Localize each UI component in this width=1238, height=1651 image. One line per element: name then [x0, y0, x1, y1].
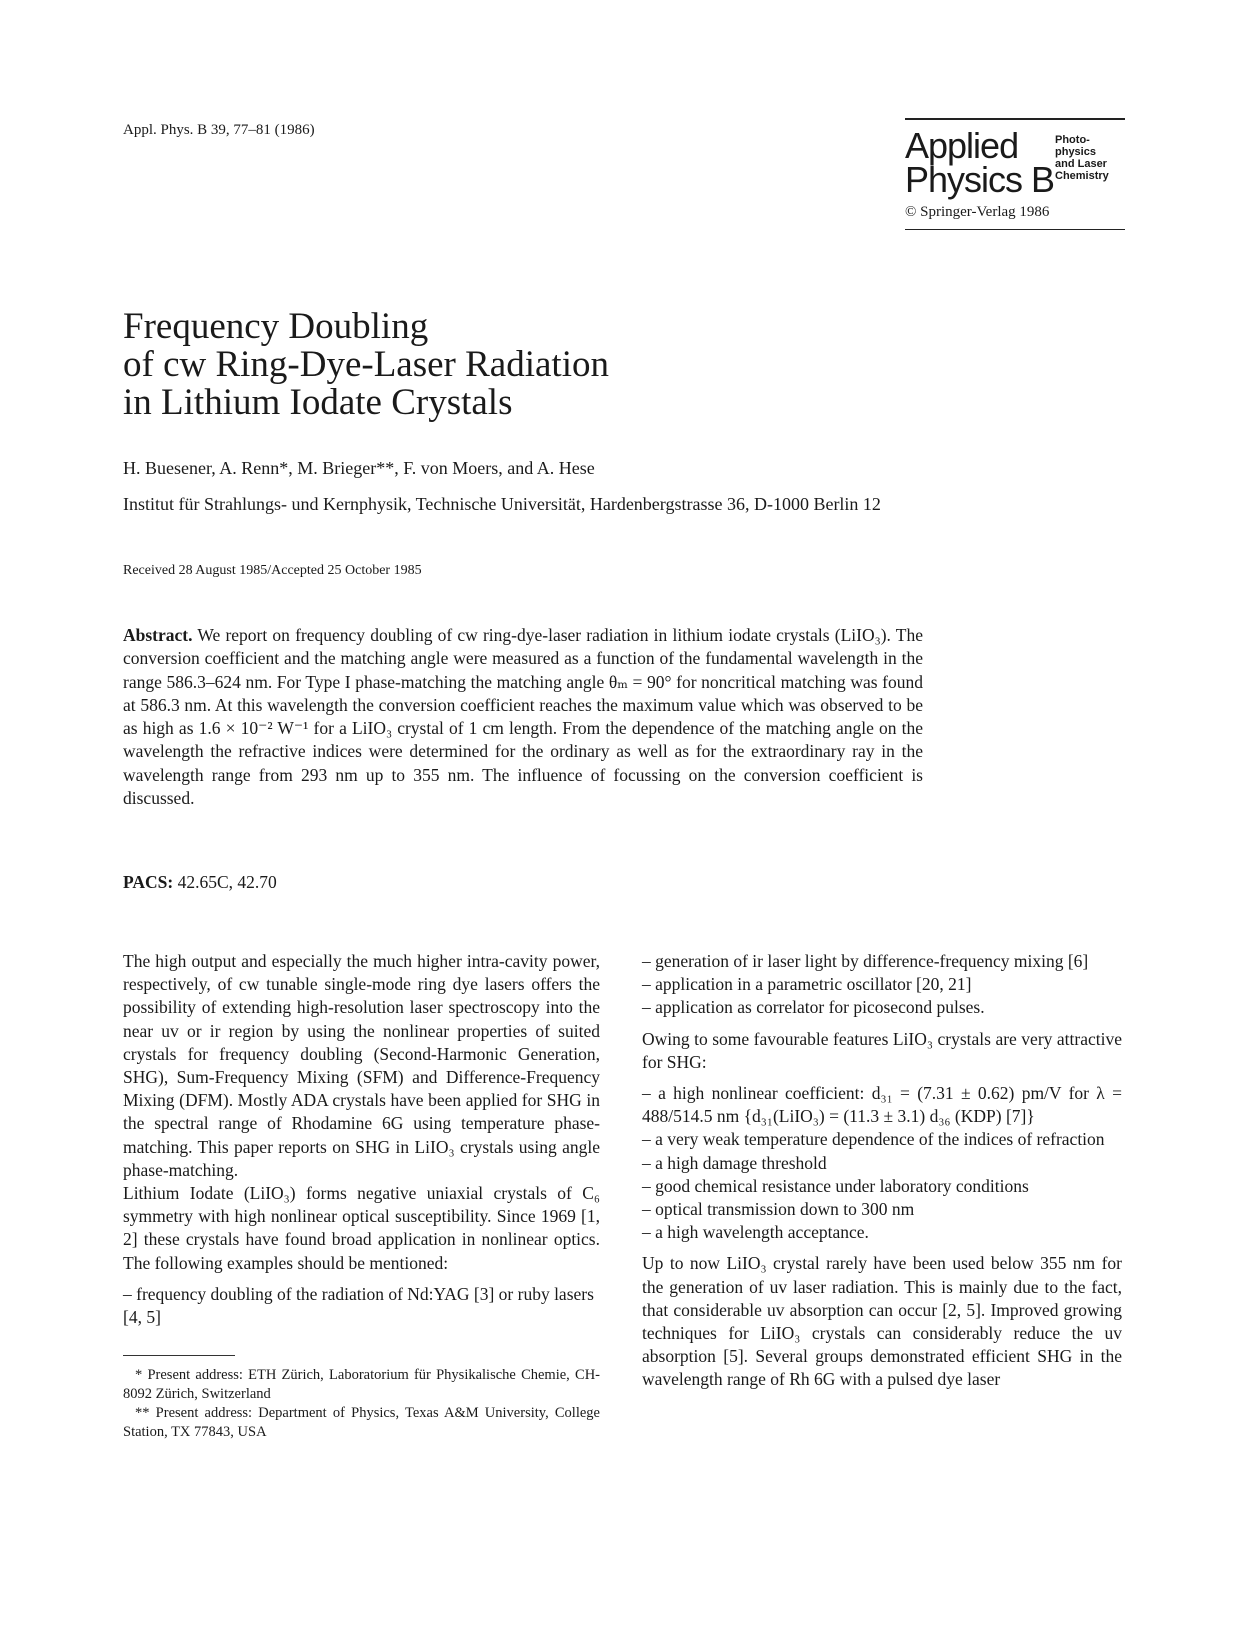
list-item: – a very weak temperature dependence of the indices of refraction — [642, 1129, 1105, 1150]
logo-bottom-rule — [905, 229, 1125, 230]
list-item: – generation of ir laser light by difference-frequency mixing [6] — [642, 951, 1089, 971]
abstract — [123, 624, 923, 810]
logo-sub-line: Photo- — [1055, 134, 1090, 146]
affiliation: Institut für Strahlungs- und Kernphysik, Technische Universität, Hardenbergstrasse 36, D-1000 Berlin 12 — [123, 494, 881, 514]
right-column — [642, 950, 1122, 1392]
list-item: – a high nonlinear coefficient: d₃₁ = (7.31 ± 0.62) pm/V for λ = 488/514.5 nm {d₃₁(LiIO₃) = (11.3 ± 3.1) d₃₆ (KDP) [7]} — [642, 1083, 1122, 1127]
title-line: of cw Ring-Dye-Laser Radiation — [123, 344, 609, 385]
journal-logo — [905, 118, 1125, 230]
publisher-copyright: © Springer-Verlag 1986 — [905, 204, 1050, 220]
title-line: Frequency Doubling — [123, 306, 429, 347]
list-item: – application in a parametric oscillator [20, 21] — [642, 974, 972, 995]
list-item: – frequency doubling of the radiation of Nd:YAG [3] or ruby lasers [4, 5] — [123, 1283, 594, 1328]
author-list: H. Buesener, A. Renn*, M. Brieger**, F. von Moers, and A. Hese — [123, 458, 595, 478]
list-item: – optical transmission down to 300 nm — [642, 1199, 915, 1220]
logo-word-applied: Applied — [905, 125, 1019, 166]
received-dates: Received 28 August 1985/Accepted 25 October 1985 — [123, 563, 422, 578]
title-line: in Lithium Iodate Crystals — [123, 382, 513, 423]
body-paragraph: Owing to some favourable features LiIO₃ crystals are very attractive for SHG: — [642, 1028, 1122, 1072]
logo-word-physics-b: Physics B — [905, 159, 1055, 200]
list-item: – a high damage threshold — [642, 1152, 827, 1173]
logo-sub-line: physics — [1055, 146, 1096, 158]
footnote: * Present address: ETH Zürich, Laboratorium für Physikalische Chemie, CH-8092 Zürich, Switzerland — [123, 1367, 600, 1403]
logo-sub-line: Chemistry — [1055, 170, 1109, 182]
logo-subtitle — [1055, 134, 1125, 182]
list-item: – good chemical resistance under laboratory conditions — [642, 1175, 1029, 1196]
abstract-label: Abstract. — [123, 625, 193, 645]
body-paragraph: The high output and especially the much higher intra-cavity power, respectively, of cw tunable single-mode ring dye lasers offers the possibility of extending high-resolution laser spectroscopy into the near uv or ir region by using the nonlinear properties of suited crystals for frequency doubling (Second-Harmonic Generation, SHG), Sum-Frequency Mixing (SFM) and Difference-Frequency Mixing (DFM). Mostly ADA crystals have been applied for SHG in the spectral range of Rhodamine 6G using temperature phase-matching. This paper reports on SHG in LiIO₃ crystals using angle phase-matching. — [123, 951, 600, 1180]
abstract-text: We report on frequency doubling of cw ring-dye-laser radiation in lithium iodate crystals (LiIO₃). The conversion coefficient and the matching angle were measured as a function of the fundamental wavelength in the range 586.3–624 nm. For Type I phase-matching the matching angle θₘ = 90° for noncritical matching was found at 586.3 nm. At this wavelength the conversion coefficient reaches the maximum value which was observed to be as high as 1.6 × 10⁻² W⁻¹ for a LiIO₃ crystal of 1 cm length. From the dependence of the matching angle on the wavelength the refractive indices were determined for the ordinary as well as for the extraordinary ray in the wavelength range from 293 nm up to 355 nm. The influence of focussing on the conversion coefficient is discussed. — [123, 625, 924, 809]
pacs-values: 42.65C, 42.70 — [177, 872, 277, 892]
body-paragraph: Up to now LiIO₃ crystal rarely have been used below 355 nm for the generation of uv laser radiation. This is mainly due to the fact, that considerable uv absorption can occur [2, 5]. Improved growing techniques for LiIO₃ crystals can considerably reduce the uv absorption [5]. Several groups demonstrated efficient SHG in the wavelength range of Rh 6G with a pulsed dye laser — [642, 1253, 1122, 1390]
list-item: – application as correlator for picosecond pulses. — [642, 997, 985, 1018]
footnote-divider — [123, 1355, 235, 1356]
paper-title — [123, 308, 609, 422]
footnote: ** Present address: Department of Physics, Texas A&M University, College Station, TX 77843, USA — [123, 1405, 600, 1441]
pacs-label: PACS: — [123, 872, 174, 892]
pacs-codes — [123, 872, 277, 893]
list-item: – a high wavelength acceptance. — [642, 1222, 869, 1243]
logo-sub-line: and Laser — [1055, 158, 1107, 170]
left-column — [123, 950, 600, 1442]
body-paragraph: Lithium Iodate (LiIO₃) forms negative uniaxial crystals of C₆ symmetry with high nonlinear optical susceptibility. Since 1969 [1, 2] these crystals have found broad application in nonlinear optics. The following examples should be mentioned: — [123, 1183, 600, 1273]
journal-citation: Appl. Phys. B 39, 77–81 (1986) — [123, 122, 315, 138]
